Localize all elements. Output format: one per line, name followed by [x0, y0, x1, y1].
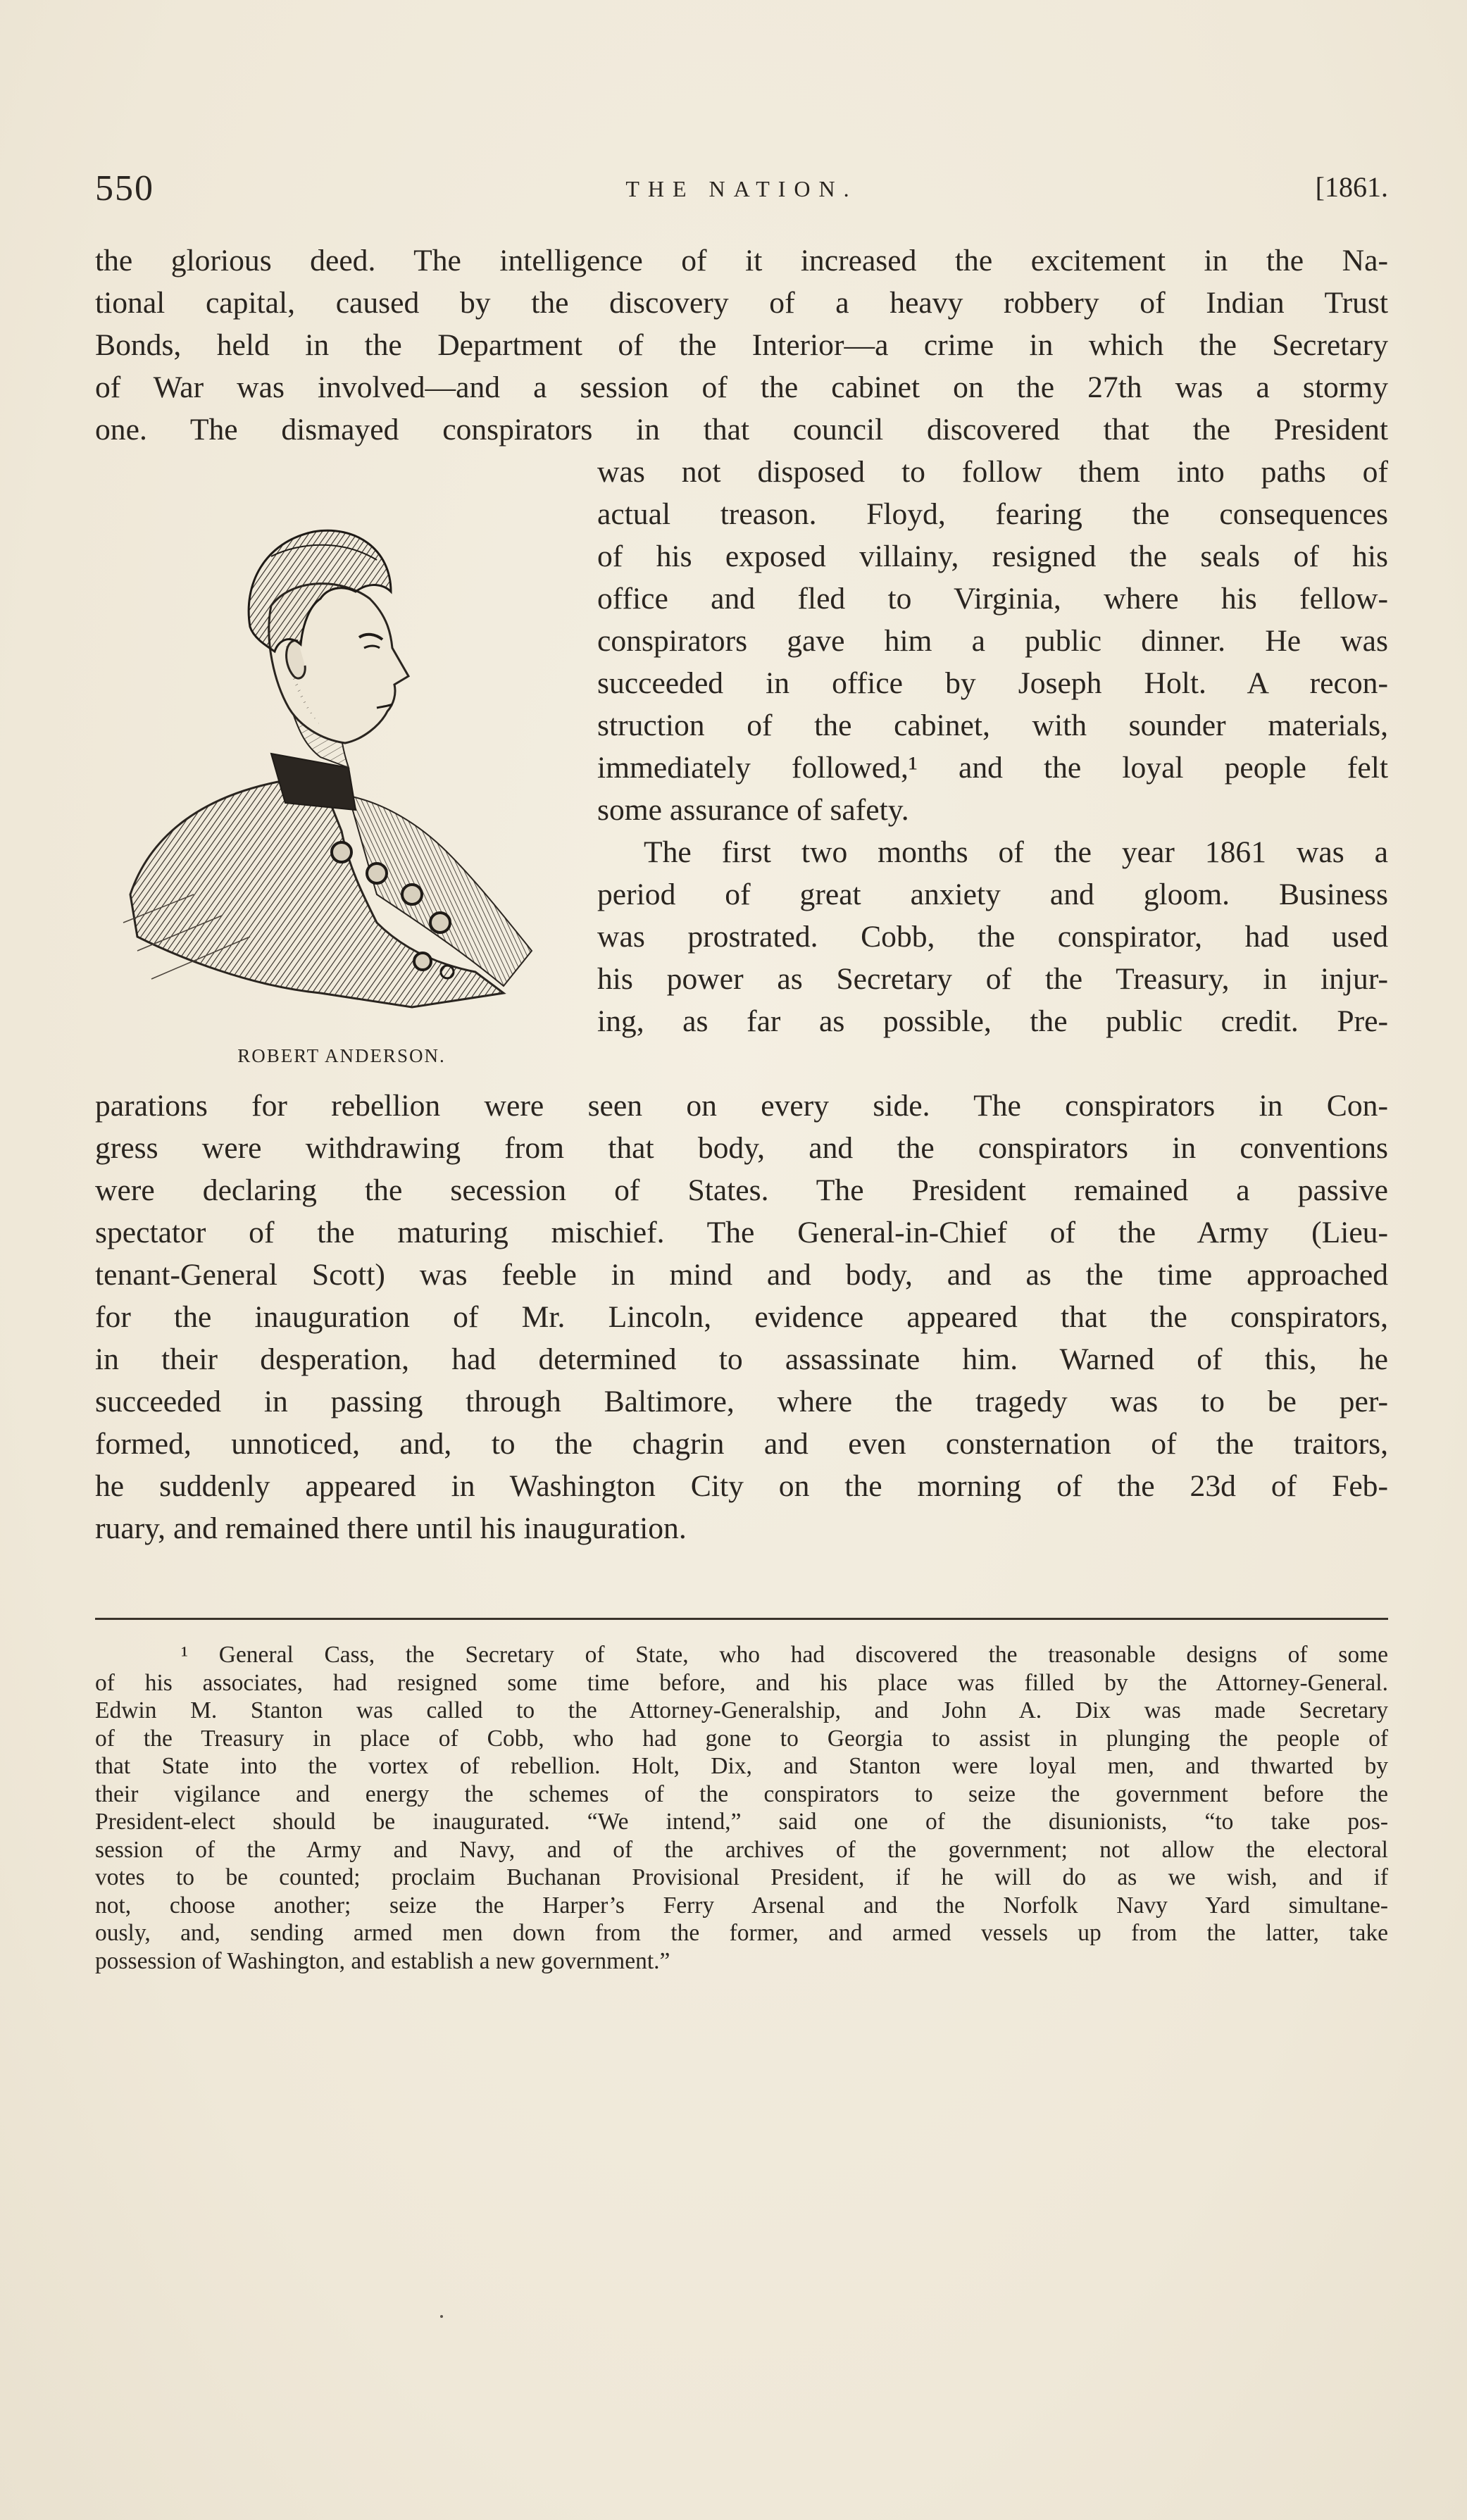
- text-line: was prostrated. Cobb, the conspirator, had used: [597, 920, 1388, 954]
- running-title: THE NATION.: [625, 176, 858, 201]
- footnote-line: ¹ General Cass, the Secretary of State, who had discovered the treasonable designs of some: [181, 1642, 1388, 1668]
- text-line: succeeded in office by Joseph Holt. A recon-: [597, 666, 1388, 700]
- text-line: one. The dismayed conspirators in that council discovered that the President: [95, 413, 1388, 447]
- text-line: formed, unnoticed, and, to the chagrin and even consternation of the traitors,: [95, 1427, 1388, 1461]
- text-line: period of great anxiety and gloom. Business: [597, 878, 1388, 911]
- portrait-caption: ROBERT ANDERSON.: [237, 1045, 446, 1066]
- text-line: actual treason. Floyd, fearing the consequences: [597, 497, 1388, 531]
- footnote-line: session of the Army and Navy, and of the archives of the government; not allow the electoral: [95, 1836, 1388, 1863]
- text-line: office and fled to Virginia, where his fellow-: [597, 582, 1388, 616]
- text-line: parations for rebellion were seen on every side. The conspirators in Con-: [95, 1089, 1388, 1123]
- text-line: of War was involved—and a session of the cabinet on the 27th was a stormy: [95, 370, 1388, 404]
- text-line: of his exposed villainy, resigned the seals of his: [597, 539, 1388, 573]
- footnote-divider: [95, 1618, 1388, 1620]
- text-line: the glorious deed. The intelligence of it increased the excitement in the Na-: [95, 244, 1388, 277]
- text-line: some assurance of safety.: [597, 793, 909, 827]
- text-line: ing, as far as possible, the public credit. Pre-: [597, 1004, 1388, 1038]
- text-line: were declaring the secession of States. The President remained a passive: [95, 1173, 1388, 1207]
- portrait-engraving: [109, 500, 560, 1021]
- body-text-beside-portrait: [597, 451, 1388, 1042]
- text-line: conspirators gave him a public dinner. He was: [597, 624, 1388, 658]
- footnote-line: votes to be counted; proclaim Buchanan Provisional President, if he will do as we wish, and if: [95, 1864, 1388, 1890]
- running-year: [1861.: [1315, 171, 1388, 203]
- text-line: spectator of the maturing mischief. The General-in-Chief of the Army (Lieu-: [95, 1216, 1388, 1249]
- footnote-line: possession of Washington, and establish a new government.”: [95, 1947, 670, 1974]
- text-line: Bonds, held in the Department of the Interior—a crime in which the Secretary: [95, 328, 1388, 362]
- text-line: his power as Secretary of the Treasury, in injur-: [597, 962, 1388, 996]
- footnote: [95, 1641, 1388, 1975]
- text-line: tional capital, caused by the discovery of a heavy robbery of Indian Trust: [95, 286, 1388, 320]
- body-text-bottom: [95, 1085, 1388, 1549]
- footnote-line: of his associates, had resigned some time before, and his place was filled by the Attorney-General.: [95, 1669, 1388, 1696]
- footnote-line: that State into the vortex of rebellion. Holt, Dix, and Stanton were loyal men, and thwarted by: [95, 1753, 1388, 1779]
- text-line: struction of the cabinet, with sounder materials,: [597, 709, 1388, 742]
- text-line: he suddenly appeared in Washington City on the morning of the 23d of Feb-: [95, 1469, 1388, 1503]
- paper-speck: [440, 2315, 443, 2318]
- text-line: immediately followed,¹ and the loyal people felt: [597, 751, 1388, 785]
- text-line: succeeded in passing through Baltimore, where the tragedy was to be per-: [95, 1385, 1388, 1418]
- footnote-line: President-elect should be inaugurated. “We intend,” said one of the disunionists, “to take pos-: [95, 1809, 1388, 1835]
- text-line: in their desperation, had determined to assassinate him. Warned of this, he: [95, 1342, 1388, 1376]
- text-line: gress were withdrawing from that body, and the conspirators in conventions: [95, 1131, 1388, 1165]
- text-line: for the inauguration of Mr. Lincoln, evidence appeared that the conspirators,: [95, 1300, 1388, 1334]
- page-number: 550: [95, 168, 154, 208]
- text-line: was not disposed to follow them into paths of: [597, 455, 1388, 489]
- text-line: The first two months of the year 1861 was a: [644, 835, 1388, 869]
- body-text-top: [95, 239, 1388, 451]
- text-line: ruary, and remained there until his inauguration.: [95, 1511, 687, 1545]
- footnote-line: Edwin M. Stanton was called to the Attorney-Generalship, and John A. Dix was made Secretary: [95, 1697, 1388, 1723]
- footnote-line: of the Treasury in place of Cobb, who had gone to Georgia to assist in plunging the people of: [95, 1725, 1388, 1752]
- text-line: tenant-General Scott) was feeble in mind and body, and as the time approached: [95, 1258, 1388, 1292]
- footnote-line: ously, and, sending armed men down from the former, and armed vessels up from the latter, take: [95, 1920, 1388, 1946]
- footnote-line: their vigilance and energy the schemes of the conspirators to seize the government before the: [95, 1780, 1388, 1807]
- footnote-line: not, choose another; seize the Harper’s Ferry Arsenal and the Norfolk Navy Yard simultane-: [95, 1892, 1388, 1919]
- running-head: [95, 168, 1388, 217]
